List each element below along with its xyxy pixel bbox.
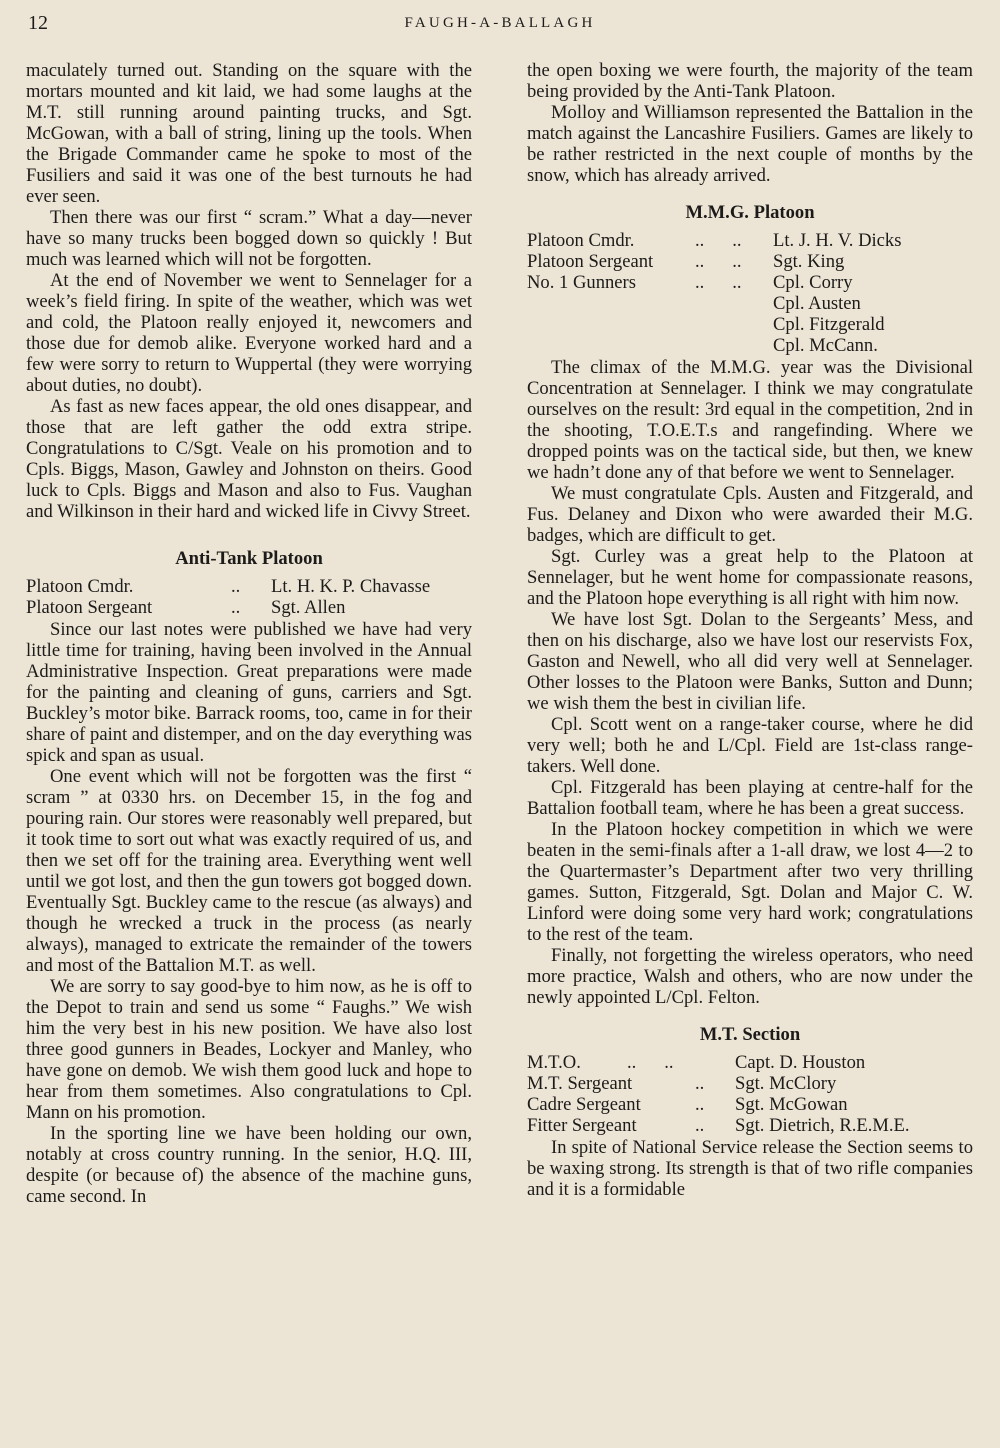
roster-person: Lt. H. K. P. Chavasse: [271, 576, 431, 597]
paragraph: In the Platoon hockey competition in which we were beaten in the semi-finals after a 1-all draw, we lost 4—2 to the Quartermaster’s Department after two very thrilling games. Sutton, Fitzgerald, Sgt. Dolan and Major C. W. Linford were doing some very hard work; congratulations to the rest of the team.: [527, 819, 973, 945]
paragraph: Then there was our first “ scram.” What a day—never have so many trucks been bogged down so quickly ! But much was learned which will not be forgotten.: [26, 207, 472, 270]
roster-row: [527, 272, 973, 293]
roster-row: [26, 597, 472, 618]
roster-person: Cpl. Corry: [773, 272, 853, 293]
roster-row: [527, 230, 973, 251]
roster-row: [527, 293, 973, 314]
roster-person: Cpl. Austen: [773, 293, 861, 314]
roster-row: [527, 251, 973, 272]
roster-person: Sgt. King: [773, 251, 845, 272]
roster-row: [527, 314, 973, 335]
right-column: [527, 60, 973, 1200]
paragraph: Cpl. Fitzgerald has been playing at centre-half for the Battalion football team, where he has been a great success.: [527, 777, 973, 819]
section-heading-anti-tank: Anti-Tank Platoon: [175, 548, 323, 569]
roster-person: Sgt. Allen: [271, 597, 346, 618]
paragraph: maculately turned out. Standing on the square with the mortars mounted and kit laid, we had some laughs at the M.T. still running around painting trucks, and Sgt. McGowan, with a ball of string, lining up the tools. When the Brigade Commander came he spoke to most of the Fusiliers and said it was one of the best turnouts he had ever seen.: [26, 60, 472, 207]
paragraph: Cpl. Scott went on a range-taker course, where he did very well; both he and L/Cpl. Field are 1st-class range-takers. Well done.: [527, 714, 973, 777]
mt-roster: [527, 1052, 973, 1136]
roster-role: Cadre Sergeant: [527, 1094, 641, 1115]
paragraph: Molloy and Williamson represented the Battalion in the match against the Lancashire Fusiliers. Games are likely to be rather restricted in the next couple of months by the snow, which has already arrived.: [527, 102, 973, 186]
roster-dots: ..: [231, 576, 241, 597]
paragraph: the open boxing we were fourth, the majority of the team being provided by the Anti-Tank Platoon.: [527, 60, 973, 102]
roster-row: [26, 576, 472, 597]
running-title: FAUGH-A-BALLAGH: [404, 15, 596, 31]
section-heading-mmg: M.M.G. Platoon: [685, 202, 815, 223]
roster-role: M.T.O.: [527, 1052, 581, 1073]
paragraph: We are sorry to say good-bye to him now, as he is off to the Depot to train and send us some “ Faughs.” We wish him the very best in his new position. We have also lost three good gunners in Beades, Lockyer and Manley, who have gone on demob. We wish them good luck and hope to hear from them sometimes. Also congratulations to Cpl. Mann on his promotion.: [26, 976, 472, 1123]
page-number: 12: [28, 12, 48, 34]
roster-dots: ..: [231, 597, 241, 618]
roster-person: Sgt. Dietrich, R.E.M.E.: [735, 1115, 910, 1136]
left-column: [26, 60, 472, 1207]
paragraph: Since our last notes were published we have had very little time for training, having been involved in the Annual Administrative Inspection. Great preparations were made for the painting and cleaning of guns, carriers and Sgt. Buckley’s motor bike. Barrack rooms, too, came in for their share of paint and distemper, and on the day everything was spick and span as usual.: [26, 619, 472, 766]
roster-row: [527, 1052, 973, 1073]
paragraph: As fast as new faces appear, the old ones disappear, and those that are left gather the odd extra stripe. Congratulations to C/Sgt. Veale on his promotion and to Cpls. Biggs, Mason, Gawley and Johnston on theirs. Good luck to Cpls. Biggs and Mason and also to Fus. Vaughan and Wilkinson in their hard and wicked life in Civvy Street.: [26, 396, 472, 522]
roster-role: M.T. Sergeant: [527, 1073, 633, 1094]
roster-row: [527, 1094, 973, 1115]
roster-person: Sgt. McClory: [735, 1073, 837, 1094]
roster-dots: .. ..: [627, 1052, 674, 1073]
roster-person: Cpl. Fitzgerald: [773, 314, 885, 335]
roster-person: Cpl. McCann.: [773, 335, 878, 356]
paragraph: One event which will not be forgotten was the first “ scram ” at 0330 hrs. on December 15, in the fog and pouring rain. Our stores were reasonably well prepared, but it took time to sort out what was exactly required of us, and then we set off for the training area. Everything went well until we got lost, and then the gun towers got bogged down. Eventually Sgt. Buckley came to the rescue (as always) and though he wrecked a truck in the process (as nearly always), managed to extricate the remainder of the towers and most of the Battalion M.T. as well.: [26, 766, 472, 976]
anti-tank-roster: [26, 576, 472, 618]
roster-role: Fitter Sergeant: [527, 1115, 637, 1136]
roster-person: Lt. J. H. V. Dicks: [773, 230, 902, 251]
roster-role: Platoon Sergeant: [527, 251, 654, 272]
roster-row: [527, 1115, 973, 1136]
roster-person: Sgt. McGowan: [735, 1094, 848, 1115]
paragraph: Sgt. Curley was a great help to the Platoon at Sennelager, but he went home for compassionate reasons, and the Platoon hope everything is all right with him now.: [527, 546, 973, 609]
roster-dots: ..: [695, 1094, 705, 1115]
paragraph: In spite of National Service release the Section seems to be waxing strong. Its strength is that of two rifle companies and it is a formidable: [527, 1137, 973, 1200]
roster-dots: .. ..: [695, 230, 742, 251]
roster-role: Platoon Sergeant: [26, 597, 153, 618]
roster-person: Capt. D. Houston: [735, 1052, 866, 1073]
roster-dots: .. ..: [695, 272, 742, 293]
roster-role: Platoon Cmdr.: [26, 576, 134, 597]
roster-row: [527, 335, 973, 356]
mmg-roster: [527, 230, 973, 356]
section-heading-mt: M.T. Section: [699, 1024, 801, 1045]
roster-dots: ..: [695, 1115, 705, 1136]
paragraph: In the sporting line we have been holding our own, notably at cross country running. In the senior, H.Q. III, despite (or because of) the absence of the machine guns, came second. In: [26, 1123, 472, 1207]
roster-row: [527, 1073, 973, 1094]
roster-role: No. 1 Gunners: [527, 272, 636, 293]
roster-dots: ..: [695, 1073, 705, 1094]
roster-dots: .. ..: [695, 251, 742, 272]
paragraph: At the end of November we went to Sennelager for a week’s field firing. In spite of the weather, which was wet and cold, the Platoon really enjoyed it, newcomers and those due for demob alike. Everyone worked hard and a few were sorry to return to Wuppertal (they were worrying about duties, no doubt).: [26, 270, 472, 396]
paragraph: Finally, not forgetting the wireless operators, who need more practice, Walsh and others, who are now under the newly appointed L/Cpl. Felton.: [527, 945, 973, 1008]
roster-role: Platoon Cmdr.: [527, 230, 635, 251]
paragraph: We must congratulate Cpls. Austen and Fitzgerald, and Fus. Delaney and Dixon who were awarded their M.G. badges, which are difficult to get.: [527, 483, 973, 546]
paragraph: We have lost Sgt. Dolan to the Sergeants’ Mess, and then on his discharge, also we have lost our reservists Fox, Gaston and Newell, who all did very well at Sennelager. Other losses to the Platoon were Banks, Sutton and Dunn; we wish them the best in civilian life.: [527, 609, 973, 714]
page-header: [26, 10, 974, 40]
paragraph: The climax of the M.M.G. year was the Divisional Concentration at Sennelager. I think we may congratulate ourselves on the result: 3rd equal in the competition, 2nd in the shooting, T.O.E.T.s and rangefinding. Where we dropped points was on the tactical side, but then, we knew we hadn’t done any of that before we went to Sennelager.: [527, 357, 973, 483]
